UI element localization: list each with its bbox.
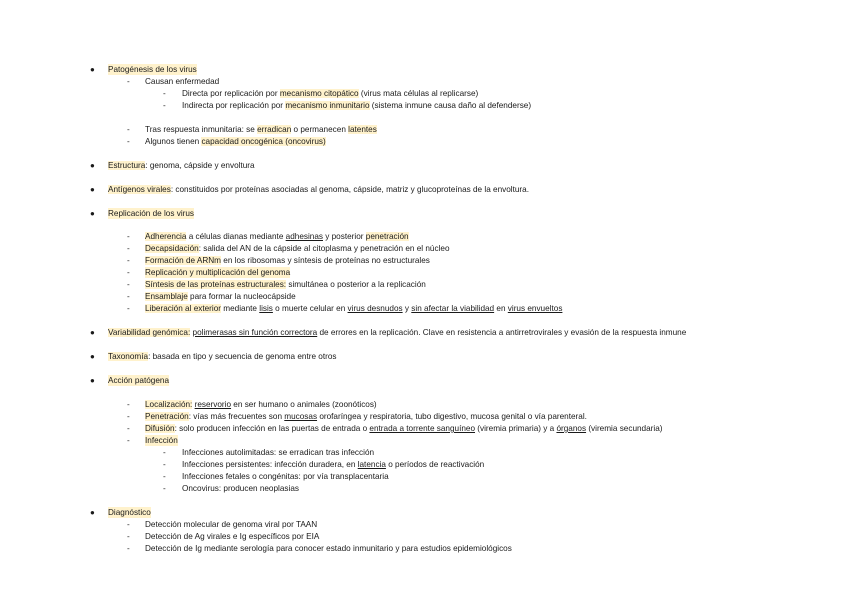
subdash: -	[163, 448, 166, 457]
bullet: ●	[90, 352, 95, 361]
subdash: -	[163, 89, 166, 98]
dash: -	[127, 244, 130, 253]
item-text: Causan enfermedad	[145, 77, 220, 86]
dash: -	[127, 268, 130, 277]
bullet: ●	[90, 376, 95, 385]
heading-antigenos: Antígenos virales	[108, 185, 171, 194]
heading-taxonomia: Taxonomía	[108, 352, 149, 361]
bullet: ●	[90, 161, 95, 170]
dash: -	[127, 424, 130, 433]
dash: -	[127, 436, 130, 445]
dash: -	[127, 280, 130, 289]
document-page: ● Patogénesis de los virus - Causan enfermedad - Directa por replicación por mecanismo citopático (virus mata células al replicarse) - Indirecta por replicación por mecanismo inmunitario (sistema inmune causa daño al defenderse) - Tras respuesta inmunitaria: se erradican o permanecen latentes - Algunos tienen capacidad oncogénica (oncovirus) ● Estructura: genoma, cápside y envoltura ● Antígenos virales: constituidos por proteínas asociadas al genoma, cápside, matriz y glucoproteínas de la envoltura. ● Replicación de los virus - Adherencia a células dianas mediante adhesinas y posterior penetración - Decapsidación: salida del AN de la cápside al citoplasma y penetración en el núcleo - Formación de ARNm en los ribosomas y síntesis de proteínas no estructurales - Replicación y multiplicación del genoma - Síntesis de las proteínas estructurales: simultánea o posterior a la replicación - Ensamblaje para formar la nucleocápside - Liberación al exterior mediante lisis o muerte celular en virus desnudos y sin afectar la viabilidad en virus envueltos ● Variabilidad genómica: polimerasas sin función correctora de errores en la replicación. Clave en resistencia a antirretrovirales y evasión de la respuesta inmune ● Taxonomía: basada en tipo y secuencia de genoma entre otros ● Acción patógena - Localización: reservorio en ser humano o animales (zoonóticos) - Penetración: vías más frecuentes son mucosas orofaríngea y respiratoria, tubo digestivo, mucosa genital o vía parenteral. - Difusión: solo producen infección en las puertas de entrada o entrada a torrente sanguíneo (viremia primaria) y a órganos (viremia secundaria) - Infección - Infecciones autolimitadas: se erradican tras infección - Infecciones persistentes: infección duradera, en latencia o períodos de reactivación - Infecciones fetales o congénitas: por vía transplacentaria - Oncovirus: producen neoplasias ● Diagnóstico - Detección molecular de genoma viral por TAAN - Detección de Ag virales e Ig específicos por EIA - Detección de Ig mediante serología para conocer estado inmunitario y para estudios epidemiológicos	[90, 65, 687, 553]
dash: -	[127, 292, 130, 301]
heading-variabilidad: Variabilidad genómica:	[108, 328, 191, 337]
heading-replicacion: Replicación de los virus	[108, 209, 195, 218]
subdash: -	[163, 472, 166, 481]
subdash: -	[163, 484, 166, 493]
bullet: ●	[90, 185, 95, 194]
bullet: ●	[90, 508, 95, 517]
bullet: ●	[90, 65, 95, 74]
dash: -	[127, 137, 130, 146]
bullet: ●	[90, 328, 95, 337]
heading-diagnostico: Diagnóstico	[108, 508, 151, 517]
bullet: ●	[90, 209, 95, 218]
subdash: -	[163, 101, 166, 110]
dash: -	[127, 412, 130, 421]
dash: -	[127, 232, 130, 241]
dash: -	[127, 304, 130, 313]
dash: -	[127, 520, 130, 529]
heading-estructura: Estructura	[108, 161, 146, 170]
dash: -	[127, 256, 130, 265]
heading-accion: Acción patógena	[108, 376, 169, 385]
heading-patogenesis: Patogénesis de los virus	[108, 65, 197, 74]
dash: -	[127, 125, 130, 134]
dash: -	[127, 544, 130, 553]
subdash: -	[163, 460, 166, 469]
dash: -	[127, 77, 130, 86]
dash: -	[127, 532, 130, 541]
dash: -	[127, 400, 130, 409]
